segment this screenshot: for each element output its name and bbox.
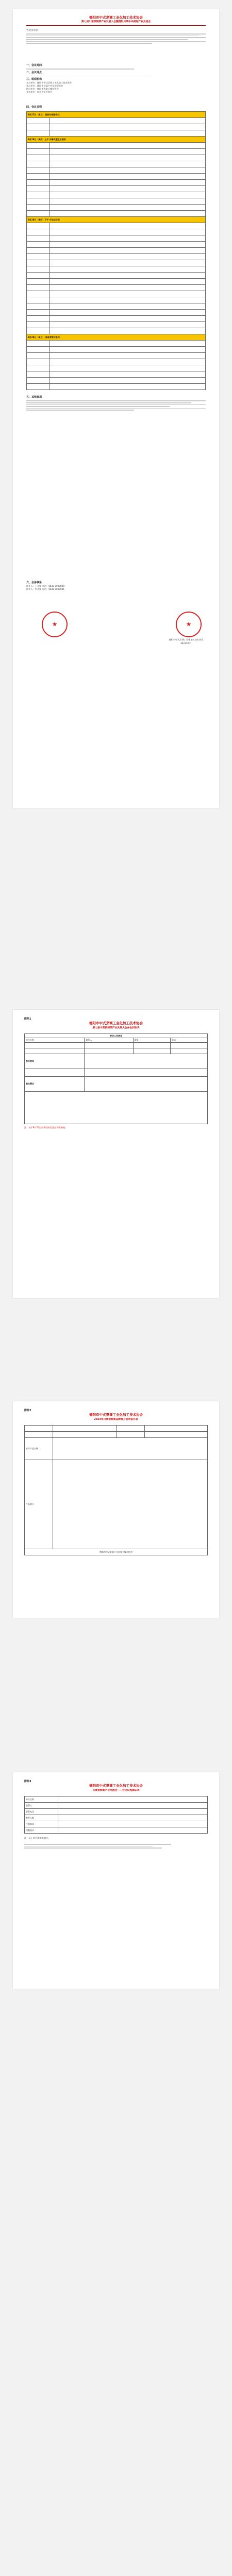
col-label: 单位名称 xyxy=(25,1038,85,1042)
section-b-label: 展位需求 xyxy=(25,1076,85,1091)
org-item: 主办单位：德阳市中式烹调工业化加工技术协会 xyxy=(26,81,72,84)
field-label: 推介产品名称 xyxy=(25,1438,53,1460)
section-place: 二、会议地点 xyxy=(26,71,42,74)
section-schedule: 四、会议日程 xyxy=(26,106,42,109)
attachment-3-page xyxy=(13,1772,219,1989)
col-label: 电话 xyxy=(170,1038,207,1042)
official-seal-left xyxy=(42,612,68,637)
attachment-title: 德阳市中式烹调工业化加工技术协会 xyxy=(89,1784,143,1788)
attachment-subtitle: 第七届川菜预制菜产业发展大会参会回执表 xyxy=(92,1027,140,1029)
col-label: 联系人 xyxy=(85,1038,133,1042)
notice-org: 德阳市中式烹调工业化加工技术协会 xyxy=(89,15,143,20)
row-label: 用餐需求 xyxy=(25,1827,58,1834)
attachment-label: 附件3 xyxy=(24,1780,31,1783)
row-label: 联系人 xyxy=(25,1803,58,1809)
schedule-day-row xyxy=(27,137,206,143)
col-label: 职务 xyxy=(133,1038,170,1042)
notice-page xyxy=(13,9,219,808)
contact-line: 联系人：王老师 电话：0838-0000000 xyxy=(26,585,65,588)
section-org: 三、组织机构 xyxy=(26,78,42,81)
salutation: 各会员单位： xyxy=(26,29,41,32)
footer-org: 德阳市中式烹调工业化加工技术协会 xyxy=(169,638,204,641)
section-other: 五、其他事项 xyxy=(26,396,42,399)
attachment-subtitle: 川菜预制菜产业交流会——会议议程确认表 xyxy=(92,1789,140,1792)
attachment-label: 附件1 xyxy=(24,1018,31,1021)
org-item: 支持单位：四川省烹饪协会 xyxy=(26,91,53,94)
org-item: 协办单位：德阳市旌阳区餐饮协会 xyxy=(26,88,59,91)
intro-paragraph xyxy=(26,33,206,63)
attachment-2-page xyxy=(13,1401,219,1618)
contact-line: 联系人：李老师 电话：0838-0000001 xyxy=(26,588,65,591)
application-table xyxy=(24,1425,208,1555)
section-a-label: 参会意向 xyxy=(25,1054,85,1069)
schedule-table xyxy=(26,111,206,390)
row-label: 单位名称 xyxy=(25,1797,58,1803)
attachment-title: 德阳市中式烹调工业化加工技术协会 xyxy=(89,1413,143,1417)
attachment-subtitle: 2023年川菜预制菜品牌推介活动报名表 xyxy=(94,1418,138,1421)
blank-space xyxy=(26,447,206,581)
org-item: 承办单位：德阳市川菜产业发展促进会 xyxy=(26,84,63,88)
section-contact: 六、会务联系 xyxy=(26,581,42,585)
table-footer: 德阳市中式烹调工业化加工技术协会 xyxy=(25,1549,208,1555)
row-label: 联系电话 xyxy=(25,1809,58,1815)
attachment-note: 注：请于9月25日前将回执发送至协会邮箱。 xyxy=(24,1126,68,1129)
registration-table xyxy=(24,1033,208,1124)
schedule-day-row xyxy=(27,112,206,118)
confirmation-table xyxy=(24,1796,208,1834)
row-label: 参会人数 xyxy=(25,1815,58,1821)
schedule-day: 9月29日（周五） 参观考察与签约 xyxy=(27,334,206,341)
attachment-title: 德阳市中式烹调工业化加工技术协会 xyxy=(89,1021,143,1025)
other-paragraph xyxy=(26,400,206,447)
table-header: 参会人员信息 xyxy=(25,1034,208,1038)
schedule-day-row xyxy=(27,217,206,223)
schedule-day: 9月28日（周四）下午 分论坛交流 xyxy=(27,217,206,223)
schedule-day-row xyxy=(27,334,206,341)
attachment-label: 附件2 xyxy=(24,1409,31,1412)
notice-subtitle: 第七届川菜预制菜产业发展大会暨德阳川菜中央厨房产业交流会 xyxy=(81,21,151,23)
schedule-day: 9月28日（周四）上午 开幕式暨主旨演讲 xyxy=(27,137,206,143)
schedule-day: 9月27日（周三） 报到与预备会议 xyxy=(27,112,206,118)
attachment-note: 注：以上信息请如实填写。 xyxy=(24,1837,51,1839)
section-time: 一、会议时间 xyxy=(26,64,42,67)
official-seal-right xyxy=(176,612,202,637)
attachment-1-page xyxy=(13,1010,219,1298)
row-label: 住宿需求 xyxy=(25,1821,58,1827)
field-label: 产品简介 xyxy=(25,1460,53,1549)
footer-date: 2023年9月 xyxy=(180,642,192,645)
